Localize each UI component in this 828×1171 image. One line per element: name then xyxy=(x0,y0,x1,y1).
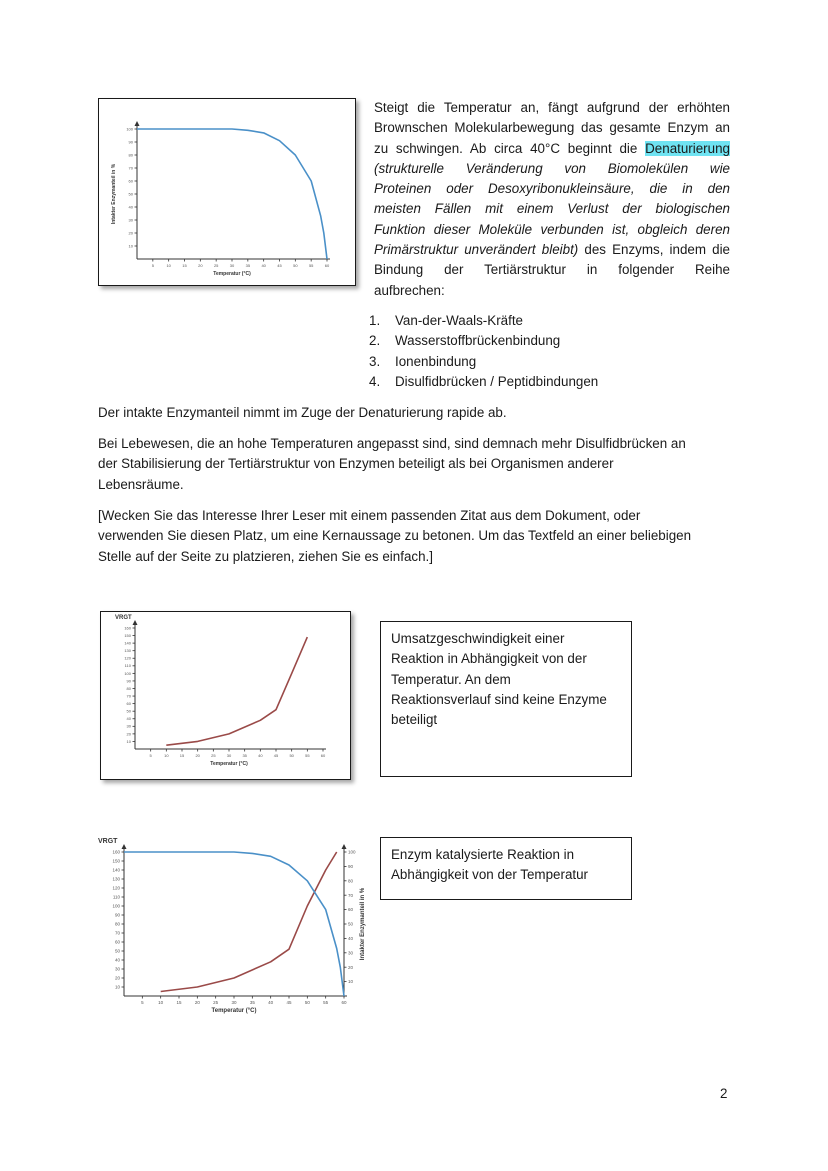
y-tick-label: 60 xyxy=(114,939,120,945)
x-tick-label: 10 xyxy=(164,753,169,758)
italic-line-1: (strukturelle Veränderung von Biomolekülen wie xyxy=(374,160,730,176)
y-axis-label: Intakter Enzymanteil in % xyxy=(111,163,117,225)
paragraph-2 xyxy=(98,434,738,495)
enzyme-chart-frame xyxy=(98,98,356,286)
list-item xyxy=(369,352,729,372)
bond-break-order-list xyxy=(369,311,729,392)
x-tick-label: 10 xyxy=(166,263,171,268)
y-tick-label: 110 xyxy=(112,894,120,900)
y-tick-label: 30 xyxy=(114,966,120,972)
list-text: Ionenbindung xyxy=(395,353,477,369)
x-tick-label: 60 xyxy=(324,263,330,268)
y-tick-label: 40 xyxy=(114,957,120,963)
y2-tick-label: 70 xyxy=(348,892,354,898)
x-tick-label: 50 xyxy=(293,263,298,268)
list-text: Van-der-Waals-Kräfte xyxy=(395,313,523,328)
y2-tick-label: 20 xyxy=(348,964,354,970)
enzyme-denaturation-chart xyxy=(99,99,355,285)
x-tick-label: 5 xyxy=(151,263,154,268)
y-tick-label: 160 xyxy=(124,625,131,631)
y2-tick-label: 100 xyxy=(348,849,356,855)
series-line-1 xyxy=(124,852,344,996)
list-text: Disulfidbrücken / Peptidbindungen xyxy=(395,373,599,389)
y-tick-label: 30 xyxy=(126,723,131,729)
y-axis-label: VRGT xyxy=(98,838,118,845)
intro-line-1: Steigt die Temperatur an, fängt aufgrund der erhöhten xyxy=(374,100,730,115)
caption-line: Abhängigkeit von der Temperatur xyxy=(391,867,589,883)
x-tick-label: 10 xyxy=(158,1000,164,1005)
y-tick-label: 50 xyxy=(114,948,120,954)
x-tick-label: 50 xyxy=(289,753,294,758)
list-item xyxy=(369,311,729,331)
intro-line-11: aufbrechen: xyxy=(374,282,445,298)
y-tick-label: 50 xyxy=(126,708,131,714)
intro-line-3-text: zu schwingen. Ab circa 40°C beginnt die xyxy=(374,140,646,156)
y-tick-label: 150 xyxy=(124,632,131,638)
caption-box-enzyme xyxy=(380,837,632,900)
y-tick-label: 80 xyxy=(128,152,133,158)
italic-line-3: meisten Fällen mit einem Verlust der biologischen xyxy=(374,201,730,217)
y2-tick-label: 60 xyxy=(348,907,354,913)
y-tick-label: 60 xyxy=(126,701,131,707)
y-tick-label: 90 xyxy=(114,912,120,918)
intro-line-3 xyxy=(374,139,730,159)
placeholder-quote-paragraph xyxy=(98,506,738,567)
paragraph-2-line: Bei Lebewesen, die an hohe Temperaturen angepasst sind, sind demnach mehr Disulfidbrücken an xyxy=(98,436,686,451)
list-number: 4. xyxy=(369,373,381,389)
x-tick-label: 30 xyxy=(229,263,235,268)
y-tick-label: 120 xyxy=(124,655,131,661)
x-tick-label: 5 xyxy=(149,753,152,758)
x-tick-label: 30 xyxy=(226,753,232,758)
y2-axis-label: Intakter Enzymanteil in % xyxy=(360,887,366,961)
y-tick-label: 100 xyxy=(126,126,133,132)
x-axis-label: Temperatur (°C) xyxy=(210,761,248,767)
paragraph-3-line: verwenden Sie diesen Platz, um eine Kernaussage zu betonen. Um das Textfeld an einer beliebigen xyxy=(98,528,692,544)
y-axis-label: VRGT xyxy=(115,615,132,621)
y-tick-label: 20 xyxy=(126,731,131,737)
x-tick-label: 20 xyxy=(198,263,203,268)
y-tick-label: 10 xyxy=(114,984,120,990)
x-tick-label: 20 xyxy=(194,1000,200,1005)
y-tick-label: 20 xyxy=(114,975,120,981)
y-tick-label: 70 xyxy=(114,930,120,936)
y-tick-label: 60 xyxy=(128,178,133,184)
x-tick-label: 25 xyxy=(213,1000,219,1005)
caption-line: Enzym katalysierte Reaktion in xyxy=(391,847,575,862)
paragraph-1: Der intakte Enzymanteil nimmt im Zuge der Denaturierung rapide ab. xyxy=(98,405,507,420)
y-tick-label: 100 xyxy=(124,670,131,676)
y-tick-label: 70 xyxy=(128,165,133,171)
x-tick-label: 50 xyxy=(304,1000,310,1005)
caption-line: Reaktionsverlauf sind keine Enzyme xyxy=(391,691,607,707)
x-tick-label: 35 xyxy=(242,753,247,758)
paragraph-2-line: der Stabilisierung der Tertiärstruktur von Enzymen beteiligt als bei Organismen anderer xyxy=(98,456,614,472)
y-tick-label: 130 xyxy=(124,648,131,654)
enzyme-catalyzed-reaction-chart xyxy=(94,833,376,1027)
y2-tick-label: 40 xyxy=(348,935,354,941)
x-tick-label: 40 xyxy=(261,263,266,268)
italic-line-5: Primärstruktur unverändert bleibt) xyxy=(374,242,579,258)
x-tick-label: 45 xyxy=(286,1000,292,1005)
intro-paragraph xyxy=(374,98,730,301)
paragraph-2-line: Lebensräume. xyxy=(98,476,184,492)
x-tick-label: 30 xyxy=(231,1000,237,1005)
italic-line-4: Funktion dieser Moleküle verbunden ist, obgleich deren xyxy=(374,221,730,237)
x-tick-label: 25 xyxy=(211,753,216,758)
y2-tick-label: 10 xyxy=(348,979,354,985)
list-number: 2. xyxy=(369,333,381,349)
x-tick-label: 40 xyxy=(258,753,263,758)
y-tick-label: 90 xyxy=(126,678,131,684)
y-tick-label: 10 xyxy=(126,738,131,744)
y2-tick-label: 30 xyxy=(348,950,354,956)
y-tick-label: 110 xyxy=(124,663,131,669)
y-tick-label: 100 xyxy=(112,903,120,909)
y-tick-label: 90 xyxy=(128,139,133,145)
x-tick-label: 60 xyxy=(341,1000,347,1005)
y2-axis-arrow xyxy=(342,844,347,849)
y-axis-arrow xyxy=(133,620,138,625)
x-tick-label: 55 xyxy=(305,753,310,758)
intro-line-2: Brownschen Molekularbewegung das gesamte Enzym an xyxy=(374,120,730,136)
x-tick-label: 35 xyxy=(245,263,251,268)
list-item xyxy=(369,372,729,392)
y-tick-label: 140 xyxy=(124,640,131,646)
y-tick-label: 20 xyxy=(128,230,133,236)
x-tick-label: 55 xyxy=(308,263,314,268)
y-tick-label: 70 xyxy=(126,693,131,699)
x-tick-label: 25 xyxy=(213,263,219,268)
x-tick-label: 45 xyxy=(277,263,282,268)
y-axis-arrow xyxy=(135,121,140,126)
paragraph-3-line: [Wecken Sie das Interesse Ihrer Leser mit einem passenden Zitat aus dem Dokument, oder xyxy=(98,508,641,523)
intro-line-10: Bindung der Tertiärstruktur in folgender Reihe xyxy=(374,262,730,278)
series-line-0 xyxy=(161,852,337,992)
x-tick-label: 45 xyxy=(273,753,279,758)
y-tick-label: 80 xyxy=(126,685,131,691)
x-tick-label: 55 xyxy=(323,1000,329,1005)
x-tick-label: 5 xyxy=(141,1000,144,1005)
series-line-0 xyxy=(166,637,307,745)
x-tick-label: 20 xyxy=(195,753,200,758)
y2-tick-label: 80 xyxy=(348,878,354,884)
y-tick-label: 50 xyxy=(128,191,133,197)
caption-line: Temperatur. An dem xyxy=(391,671,511,687)
x-axis-label: Temperatur (°C) xyxy=(211,1008,257,1014)
list-number: 1. xyxy=(369,313,381,328)
x-tick-label: 40 xyxy=(268,1000,274,1005)
x-tick-label: 15 xyxy=(179,753,185,758)
y-tick-label: 40 xyxy=(126,716,131,722)
series-line-0 xyxy=(137,129,327,259)
x-axis-label: Temperatur (°C) xyxy=(213,271,251,277)
x-tick-label: 60 xyxy=(320,753,326,758)
x-tick-label: 15 xyxy=(182,263,187,268)
after-italic-text: des Enzyms, indem die xyxy=(578,242,730,258)
y-tick-label: 160 xyxy=(112,849,120,855)
y-axis-arrow xyxy=(122,844,127,849)
x-tick-label: 15 xyxy=(176,1000,182,1005)
y-tick-label: 140 xyxy=(112,867,120,873)
y-tick-label: 120 xyxy=(112,885,120,891)
caption-box-reaction xyxy=(380,621,632,777)
intro-line-9 xyxy=(374,240,730,260)
italic-line-2: Proteinen oder Desoxyribonukleinsäure, die in den xyxy=(374,181,730,197)
y-tick-label: 80 xyxy=(114,921,120,927)
caption-line: Umsatzgeschwindigkeit einer xyxy=(391,631,565,646)
y2-tick-label: 90 xyxy=(348,863,354,869)
paragraph-3-line: Stelle auf der Seite zu platzieren, ziehen Sie es einfach.] xyxy=(98,548,433,564)
reaction-rate-chart xyxy=(101,612,350,779)
page-number: 2 xyxy=(720,1086,728,1101)
y-tick-label: 40 xyxy=(128,204,133,210)
highlighted-term: Denaturierung xyxy=(645,140,730,156)
list-number: 3. xyxy=(369,353,381,369)
caption-line: Reaktion in Abhängigkeit von der xyxy=(391,651,587,667)
y2-tick-label: 50 xyxy=(348,921,354,927)
list-text: Wasserstoffbrückenbindung xyxy=(395,333,561,349)
caption-line: beteiligt xyxy=(391,712,438,728)
reaction-chart-frame xyxy=(100,611,351,780)
y-tick-label: 130 xyxy=(112,876,120,882)
list-item xyxy=(369,331,729,351)
combined-chart-frame xyxy=(94,833,376,1027)
y-tick-label: 150 xyxy=(112,858,120,864)
y-tick-label: 30 xyxy=(128,217,133,223)
y-tick-label: 10 xyxy=(128,243,133,249)
x-tick-label: 35 xyxy=(249,1000,255,1005)
